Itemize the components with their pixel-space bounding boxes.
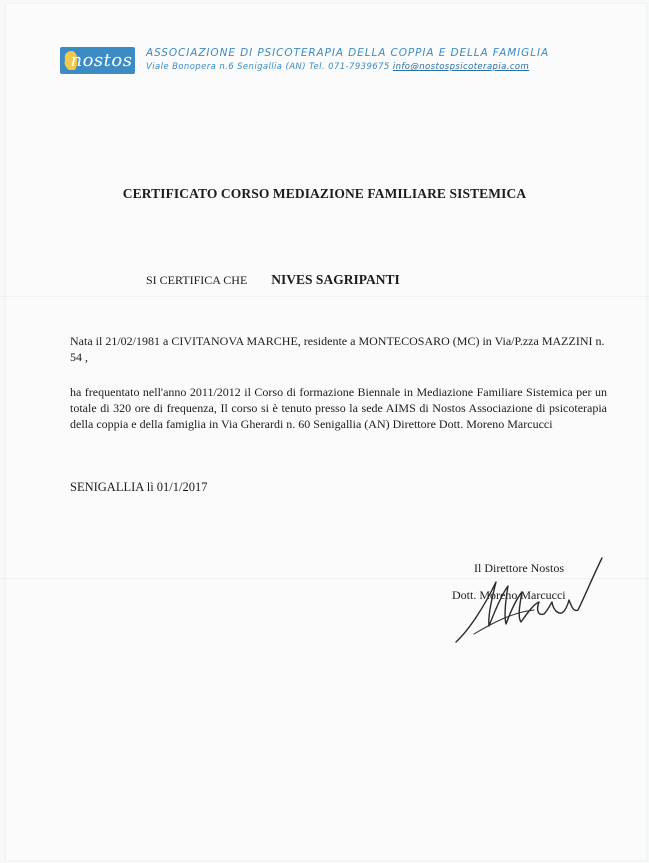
place-date: SENIGALLIA lì 01/1/2017 (70, 480, 208, 494)
birth-residence-paragraph: Nata il 21/02/1981 a CIVITANOVA MARCHE, residente a MONTECOSARO (MC) in Via/P.zza MAZZINI n. 54 , (70, 334, 605, 364)
certify-row (146, 271, 400, 289)
organization-name: ASSOCIAZIONE DI PSICOTERAPIA DELLA COPPIA E DELLA FAMIGLIA (146, 47, 550, 59)
certificate-title: CERTIFICATO CORSO MEDIAZIONE FAMILIARE SISTEMICA (122, 186, 527, 201)
certify-label: SI CERTIFICA CHE (146, 273, 248, 287)
recipient-name: NIVES SAGRIPANTI (271, 272, 400, 287)
signatory-title: Il Direttore Nostos (474, 561, 564, 575)
handwritten-signature (444, 552, 609, 647)
organization-address: Viale Bonopera n.6 Senigallia (AN) Tel. 071-7939675 (146, 62, 390, 72)
certificate-page (6, 4, 646, 860)
course-paragraph: ha frequentato nell'anno 2011/2012 il Corso di formazione Biennale in Mediazione Familiare Sistemica per un totale di 320 ore di frequenza, Il corso si è tenuto presso la sede AIMS di Nostos Associazione di psicoterapia della coppia e della famiglia in Via Gherardi n. 60 Senigallia (AN) Direttore Dott. Moreno Marcucci (70, 385, 607, 431)
organization-email-link[interactable]: info@nostospsicoterapia.com (392, 62, 530, 72)
logo-text: nostos (70, 50, 133, 71)
nostos-logo (60, 47, 135, 74)
paper-fold-line (0, 296, 649, 297)
signatory-name: Dott. Moreno Marcucci (452, 588, 566, 602)
organization-contact (146, 62, 529, 72)
